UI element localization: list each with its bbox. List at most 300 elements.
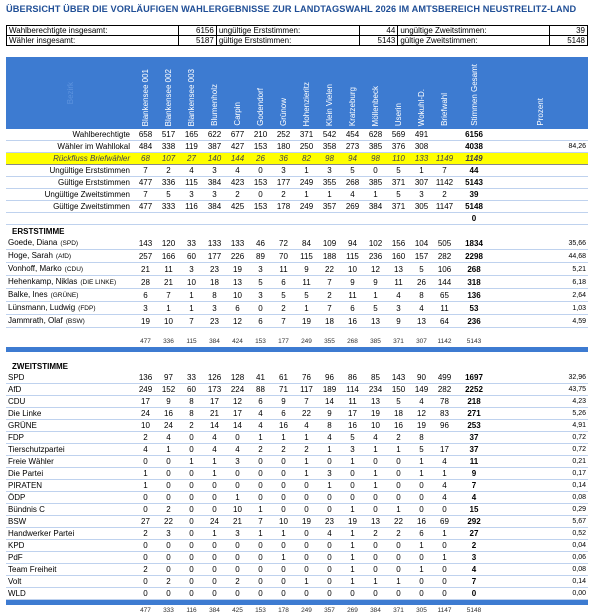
sum-value: 477 — [140, 338, 151, 345]
sum-value: 371 — [393, 338, 404, 345]
vote-value: 104 — [410, 237, 433, 250]
vote-value: 0 — [180, 444, 203, 456]
vote-value: 1 — [364, 468, 387, 480]
stat-value: 384 — [203, 201, 226, 213]
vote-percent: 0,17 — [492, 468, 588, 480]
sum-total: 5143 — [466, 338, 482, 345]
stat-value — [157, 213, 180, 225]
stat-value: 273 — [341, 141, 364, 153]
vote-value: 8 — [180, 408, 203, 420]
party-row — [6, 372, 588, 384]
vote-value: 1 — [364, 480, 387, 492]
vote-value: 0 — [272, 480, 295, 492]
stat-value — [364, 213, 387, 225]
sum-value: 153 — [255, 338, 266, 345]
vote-percent: 0,14 — [492, 576, 588, 588]
sum-value: 384 — [370, 607, 381, 614]
stat-value: 268 — [341, 177, 364, 189]
summary-value: 44 — [360, 26, 398, 36]
party-row — [6, 396, 588, 408]
vote-value: 94 — [341, 237, 364, 250]
stat-value: 517 — [157, 129, 180, 141]
vote-value: 71 — [272, 384, 295, 396]
vote-value: 0 — [433, 588, 456, 600]
column-header-label: Briefwahl — [440, 93, 449, 126]
stat-value: 2 — [433, 189, 456, 201]
stat-value — [341, 213, 364, 225]
candidate-name-cell — [6, 250, 134, 263]
stat-value: 107 — [157, 153, 180, 165]
vote-value: 6 — [249, 396, 272, 408]
stat-value: 26 — [249, 153, 272, 165]
vote-value: 7 — [295, 396, 318, 408]
vote-value: 13 — [410, 315, 433, 328]
candidate-name: Goede, Diana — [8, 238, 58, 247]
vote-value: 0 — [249, 468, 272, 480]
vote-value: 13 — [364, 516, 387, 528]
candidate-party: (GRÜNE) — [50, 292, 79, 299]
stat-label: Rückfluss Briefwähler — [6, 153, 134, 165]
vote-value: 0 — [387, 480, 410, 492]
vote-value: 0 — [180, 432, 203, 444]
vote-value: 0 — [249, 588, 272, 600]
vote-value: 0 — [226, 588, 249, 600]
vote-value: 115 — [341, 250, 364, 263]
vote-value: 1 — [180, 289, 203, 302]
column-header — [295, 57, 318, 129]
vote-value: 86 — [341, 372, 364, 384]
vote-value: 0 — [180, 576, 203, 588]
vote-value: 1 — [433, 468, 456, 480]
party-name: BSW — [6, 516, 134, 528]
party-name: Team Freiheit — [6, 564, 134, 576]
vote-value: 0 — [318, 456, 341, 468]
stat-value: 153 — [249, 177, 272, 189]
stat-value: 119 — [180, 141, 203, 153]
column-header — [203, 57, 226, 129]
section-heading: ZWEITSTIMME — [12, 361, 68, 371]
stat-row — [6, 177, 588, 189]
vote-value: 5 — [341, 432, 364, 444]
sum-value: 384 — [209, 607, 220, 614]
candidate-name-cell — [6, 315, 134, 328]
vote-value: 117 — [295, 384, 318, 396]
stat-value: 1149 — [433, 153, 456, 165]
stat-value: 3 — [318, 165, 341, 177]
vote-value: 11 — [387, 276, 410, 289]
vote-value: 3 — [341, 444, 364, 456]
stat-value: 4 — [341, 189, 364, 201]
vote-value: 2 — [134, 564, 157, 576]
vote-value: 2 — [134, 528, 157, 540]
vote-value: 0 — [341, 588, 364, 600]
vote-value: 1 — [364, 289, 387, 302]
stat-value: 3 — [180, 189, 203, 201]
vote-value: 3 — [157, 528, 180, 540]
stat-value: 98 — [318, 153, 341, 165]
sum-value: 1142 — [437, 338, 452, 345]
stat-value: 7 — [134, 189, 157, 201]
vote-value: 133 — [226, 237, 249, 250]
sum-value: 177 — [278, 338, 289, 345]
vote-value: 4 — [249, 408, 272, 420]
stat-value — [180, 213, 203, 225]
vote-value: 0 — [180, 504, 203, 516]
stat-value: 115 — [180, 177, 203, 189]
vote-total: 7 — [456, 480, 492, 492]
vote-value: 1 — [203, 528, 226, 540]
party-row — [6, 576, 588, 588]
sum-value: 385 — [370, 338, 381, 345]
vote-value: 2 — [364, 528, 387, 540]
vote-value: 115 — [295, 250, 318, 263]
vote-value: 1 — [295, 456, 318, 468]
sum-value: 357 — [324, 607, 335, 614]
column-header-label: Blankensee 003 — [187, 68, 196, 126]
vote-value: 1 — [203, 468, 226, 480]
vote-value: 0 — [410, 480, 433, 492]
vote-percent: 4,59 — [492, 315, 588, 328]
vote-percent: 0,08 — [492, 492, 588, 504]
vote-value: 0 — [364, 552, 387, 564]
vote-percent: 0,08 — [492, 564, 588, 576]
vote-value: 0 — [295, 564, 318, 576]
vote-value: 0 — [433, 504, 456, 516]
vote-value: 1 — [295, 302, 318, 315]
vote-value: 12 — [410, 408, 433, 420]
sum-value: 269 — [347, 607, 358, 614]
vote-value: 60 — [180, 250, 203, 263]
vote-total: 292 — [456, 516, 492, 528]
vote-value: 0 — [272, 564, 295, 576]
vote-total: 268 — [456, 263, 492, 276]
column-header — [318, 57, 341, 129]
vote-value: 69 — [433, 516, 456, 528]
vote-value: 2 — [387, 528, 410, 540]
vote-value: 9 — [341, 276, 364, 289]
vote-value: 0 — [410, 504, 433, 516]
vote-percent: 0,06 — [492, 552, 588, 564]
column-header-label: Blankensee 001 — [141, 68, 150, 126]
vote-value: 0 — [180, 564, 203, 576]
vote-value: 22 — [387, 516, 410, 528]
stat-value: 133 — [410, 153, 433, 165]
vote-value: 24 — [134, 408, 157, 420]
party-row — [6, 408, 588, 420]
vote-value: 76 — [295, 372, 318, 384]
vote-value: 109 — [318, 237, 341, 250]
stat-value — [249, 213, 272, 225]
vote-value: 173 — [203, 384, 226, 396]
column-header — [387, 57, 410, 129]
vote-value: 13 — [364, 396, 387, 408]
vote-value: 9 — [318, 408, 341, 420]
vote-percent: 2,64 — [492, 289, 588, 302]
vote-value: 0 — [272, 468, 295, 480]
vote-total: 4 — [456, 492, 492, 504]
vote-value: 1 — [134, 480, 157, 492]
vote-value: 102 — [364, 237, 387, 250]
vote-value: 4 — [387, 289, 410, 302]
stat-value — [410, 213, 433, 225]
vote-value: 6 — [272, 408, 295, 420]
candidate-row — [6, 315, 588, 328]
column-header — [180, 57, 203, 129]
vote-value: 3 — [226, 456, 249, 468]
stat-total: 5148 — [456, 201, 492, 213]
vote-value: 10 — [272, 516, 295, 528]
vote-value: 11 — [341, 289, 364, 302]
section-heading-erst — [6, 225, 588, 238]
vote-value: 0 — [295, 540, 318, 552]
vote-value: 1 — [341, 504, 364, 516]
vote-value: 18 — [387, 408, 410, 420]
vote-value: 78 — [433, 396, 456, 408]
vote-value: 6 — [410, 528, 433, 540]
vote-value: 0 — [157, 480, 180, 492]
vote-value: 0 — [318, 552, 341, 564]
erst-sum-row — [6, 336, 588, 347]
stat-value: 1 — [295, 189, 318, 201]
vote-value: 6 — [226, 302, 249, 315]
vote-value: 8 — [410, 432, 433, 444]
vote-value: 177 — [203, 250, 226, 263]
sum-value: 333 — [163, 607, 174, 614]
stat-label: Ungültige Erststimmen — [6, 165, 134, 177]
vote-value: 144 — [433, 276, 456, 289]
party-row — [6, 540, 588, 552]
candidate-row — [6, 250, 588, 263]
vote-value: 3 — [180, 263, 203, 276]
sum-value: 336 — [163, 338, 174, 345]
vote-value: 4 — [203, 432, 226, 444]
vote-value: 2 — [249, 444, 272, 456]
vote-value: 1 — [249, 432, 272, 444]
vote-total: 253 — [456, 420, 492, 432]
vote-value: 19 — [226, 263, 249, 276]
vote-value: 1 — [341, 564, 364, 576]
vote-value: 4 — [249, 420, 272, 432]
sum-value: 249 — [301, 607, 312, 614]
vote-value: 5 — [410, 263, 433, 276]
stat-value: 116 — [180, 201, 203, 213]
vote-value: 1 — [387, 576, 410, 588]
vote-value: 2 — [318, 289, 341, 302]
vote-value: 0 — [180, 468, 203, 480]
vote-total: 1697 — [456, 372, 492, 384]
sum-value: 477 — [140, 607, 151, 614]
stat-value: 542 — [318, 129, 341, 141]
vote-value: 3 — [387, 302, 410, 315]
stat-value: 3 — [410, 189, 433, 201]
summary-label: gültige Zweitstimmen: — [398, 36, 550, 46]
stat-label: Wahlberechtigte — [6, 129, 134, 141]
stat-value: 1 — [410, 165, 433, 177]
vote-value: 7 — [157, 289, 180, 302]
stat-value: 68 — [134, 153, 157, 165]
vote-value: 2 — [180, 420, 203, 432]
header-corner-label: Bezirk — [65, 81, 75, 105]
sum-value: 355 — [324, 338, 335, 345]
vote-value: 90 — [410, 372, 433, 384]
summary-value: 5148 — [550, 36, 588, 46]
stat-value: 3 — [272, 165, 295, 177]
vote-total: 2 — [456, 540, 492, 552]
vote-value: 1 — [157, 302, 180, 315]
party-row — [6, 552, 588, 564]
candidate-party: (AfD) — [55, 253, 72, 260]
column-header — [157, 57, 180, 129]
vote-value: 0 — [433, 564, 456, 576]
vote-value: 1 — [341, 540, 364, 552]
vote-value: 0 — [364, 504, 387, 516]
vote-value: 7 — [249, 516, 272, 528]
stat-percent — [492, 129, 588, 141]
vote-value: 4 — [295, 420, 318, 432]
summary-label: Wähler insgesamt: — [7, 36, 179, 46]
vote-value: 7 — [272, 315, 295, 328]
vote-value: 72 — [272, 237, 295, 250]
stat-value: 677 — [226, 129, 249, 141]
vote-value: 1 — [341, 528, 364, 540]
vote-value: 1 — [272, 528, 295, 540]
column-header-label: Userin — [394, 102, 403, 126]
vote-value: 1 — [295, 468, 318, 480]
stat-value: 484 — [134, 141, 157, 153]
stat-value: 5 — [387, 189, 410, 201]
party-name: KPD — [6, 540, 134, 552]
vote-value: 128 — [226, 372, 249, 384]
vote-percent: 0,21 — [492, 456, 588, 468]
party-name: Die Partei — [6, 468, 134, 480]
stat-value: 82 — [295, 153, 318, 165]
vote-value: 0 — [387, 552, 410, 564]
stat-value: 336 — [157, 177, 180, 189]
stat-total: 0 — [456, 213, 492, 225]
sum-value: 153 — [255, 607, 266, 614]
stat-label: Gültige Zweitstimmen — [6, 201, 134, 213]
vote-value: 143 — [134, 237, 157, 250]
vote-value: 188 — [318, 250, 341, 263]
stat-value: 1 — [295, 165, 318, 177]
stat-percent — [492, 201, 588, 213]
vote-percent: 4,23 — [492, 396, 588, 408]
vote-percent: 0,00 — [492, 588, 588, 600]
vote-value: 0 — [272, 456, 295, 468]
vote-value: 0 — [295, 492, 318, 504]
vote-value: 22 — [318, 263, 341, 276]
briefwahl-row — [6, 153, 588, 165]
vote-value: 0 — [318, 540, 341, 552]
vote-value: 120 — [157, 237, 180, 250]
vote-value: 1 — [341, 576, 364, 588]
vote-value: 0 — [249, 564, 272, 576]
vote-value: 1 — [387, 504, 410, 516]
section-heading-zweit — [6, 360, 588, 372]
vote-value: 16 — [157, 408, 180, 420]
vote-value: 0 — [364, 588, 387, 600]
vote-value: 0 — [180, 492, 203, 504]
vote-value: 0 — [226, 432, 249, 444]
vote-percent: 43,75 — [492, 384, 588, 396]
column-header-label: Stimmen Gesamt — [469, 64, 479, 126]
vote-value: 1 — [410, 456, 433, 468]
vote-percent: 0,14 — [492, 480, 588, 492]
vote-value: 226 — [226, 250, 249, 263]
vote-value: 9 — [157, 396, 180, 408]
vote-value: 10 — [180, 276, 203, 289]
candidate-name-cell — [6, 302, 134, 315]
vote-value: 236 — [364, 250, 387, 263]
vote-percent: 0,29 — [492, 504, 588, 516]
vote-value: 24 — [203, 516, 226, 528]
vote-value: 13 — [226, 276, 249, 289]
stat-value: 165 — [180, 129, 203, 141]
party-name: PdF — [6, 552, 134, 564]
stat-value: 1 — [364, 189, 387, 201]
vote-total: 318 — [456, 276, 492, 289]
summary-label: ungültige Erststimmen: — [216, 26, 360, 36]
stat-total: 6156 — [456, 129, 492, 141]
vote-value: 10 — [341, 263, 364, 276]
vote-value: 0 — [157, 492, 180, 504]
vote-value: 24 — [157, 420, 180, 432]
stat-percent — [492, 177, 588, 189]
candidate-name: Lünsmann, Ludwig — [8, 303, 76, 312]
vote-value: 0 — [134, 504, 157, 516]
column-header-label: Blumenholz — [210, 84, 219, 126]
stat-value: 371 — [387, 177, 410, 189]
vote-value: 156 — [387, 237, 410, 250]
vote-value: 88 — [249, 384, 272, 396]
vote-value: 2 — [134, 432, 157, 444]
vote-value: 0 — [180, 480, 203, 492]
vote-value: 0 — [134, 588, 157, 600]
page-title: ÜBERSICHT ÜBER DIE VORLÄUFIGEN WAHLERGEBNISSE ZUR LANDTAGSWAHL 2026 IM AMTSBEREICH NEUSTRELITZ-LAND — [6, 4, 577, 14]
vote-value: 19 — [134, 315, 157, 328]
vote-value: 1 — [410, 468, 433, 480]
vote-value: 5 — [364, 302, 387, 315]
vote-value: 21 — [226, 516, 249, 528]
vote-value: 0 — [134, 492, 157, 504]
stat-value: 252 — [272, 129, 295, 141]
vote-value: 1 — [295, 576, 318, 588]
vote-value: 0 — [180, 552, 203, 564]
vote-value: 3 — [203, 302, 226, 315]
party-row — [6, 444, 588, 456]
vote-value: 0 — [272, 504, 295, 516]
stat-row — [6, 165, 588, 177]
column-header — [492, 57, 588, 129]
vote-value: 9 — [387, 315, 410, 328]
vote-value: 0 — [410, 492, 433, 504]
vote-value: 0 — [318, 492, 341, 504]
summary-table — [6, 25, 588, 46]
vote-value: 97 — [157, 372, 180, 384]
stat-value: 427 — [226, 141, 249, 153]
vote-value: 0 — [341, 492, 364, 504]
vote-value: 0 — [157, 588, 180, 600]
vote-value: 1 — [341, 456, 364, 468]
vote-value: 17 — [203, 396, 226, 408]
vote-value: 4 — [203, 444, 226, 456]
candidate-party: (CDU) — [64, 266, 84, 273]
vote-value: 12 — [226, 315, 249, 328]
vote-value: 166 — [157, 250, 180, 263]
stat-row — [6, 201, 588, 213]
vote-total: 9 — [456, 468, 492, 480]
vote-total: 271 — [456, 408, 492, 420]
